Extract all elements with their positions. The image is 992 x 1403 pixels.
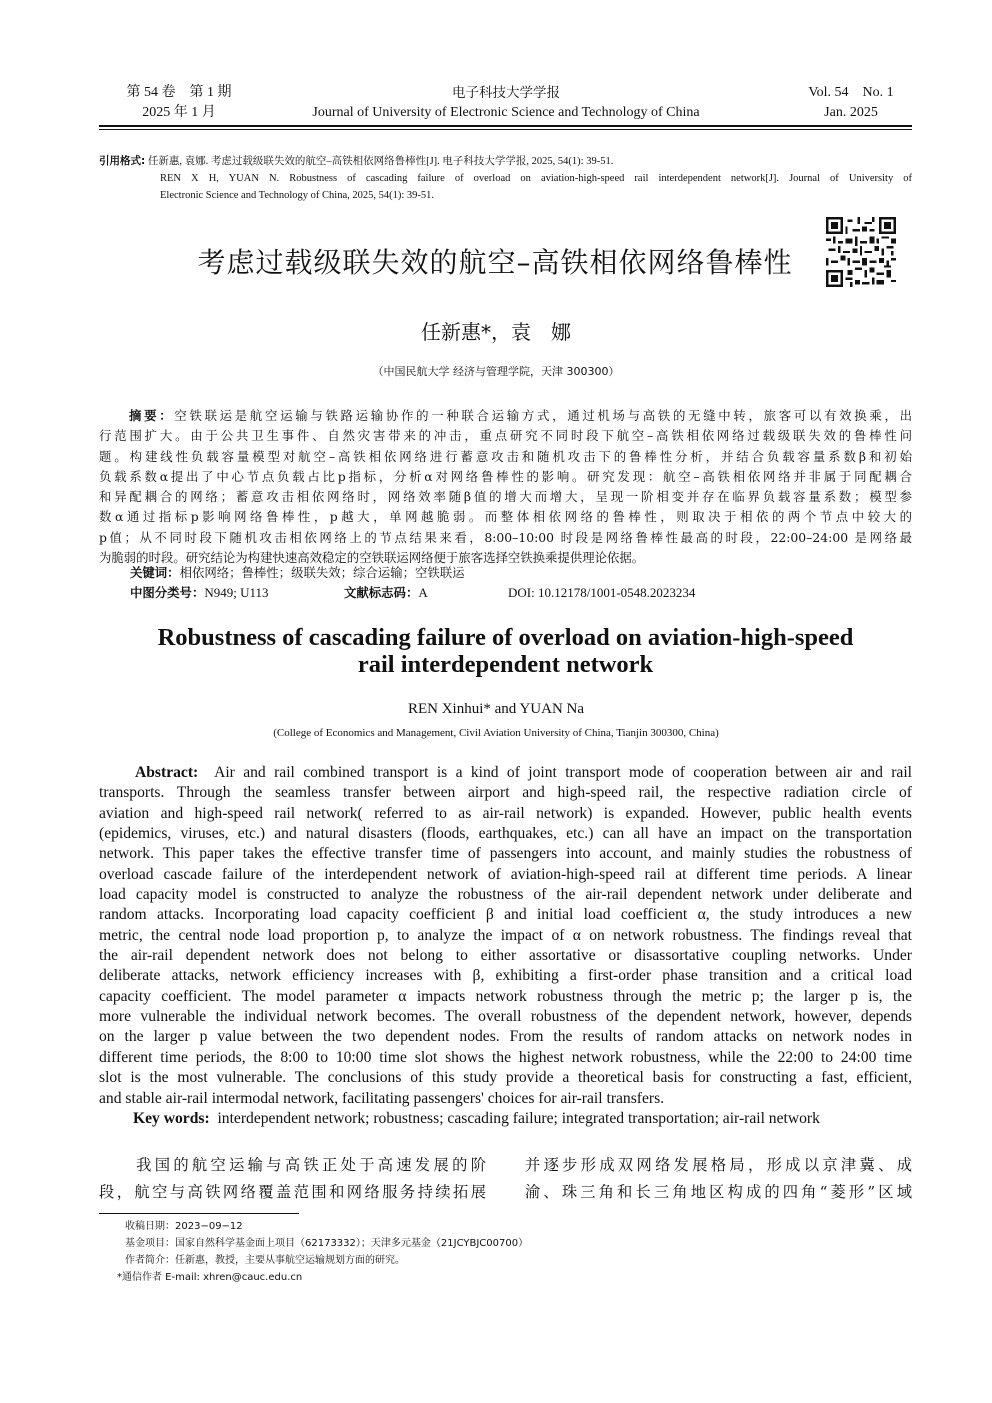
keywords-cn-label: 关键词： [130,565,180,580]
issue-date: 2025 年 1 月 [142,105,216,120]
abstract-en-line: aviation and high-speed rail network( referred to as air-rail network) is expanded. However, public health events [99,804,912,822]
affiliation-cn: （中国民航大学 经济与管理学院，天津 300300） [372,365,620,378]
body-line: 并逐步形成双网络发展格局，形成以京津冀、成 [525,1156,912,1174]
clc-number: 中图分类号：N949; U113 [130,585,269,600]
abstract-cn [99,406,912,568]
journal-name-en: Journal of University of Electronic Science and Technology of China [312,105,700,120]
abstract-cn-line: p值；从不同时段下随机攻击相依网络上的节点结果来看，8:00–10:00 时段是网络鲁棒性最高的时段，22:00–24:00 是网络最 [99,529,912,545]
citation-label: 引用格式: [99,155,146,167]
citation-en-line1: REN X H, YUAN N. Robustness of cascading failure of overload on aviation-high-speed rail interdependent network[J]. Journal of University of [160,173,912,184]
body-column-left [99,1152,486,1206]
abstract-cn-line: 数α通过指标p影响网络鲁棒性，p越大，单网越脆弱。而整体相依网络的鲁棒性，则取决于相依的两个节点中较大的 [99,509,912,525]
abstract-en-line: on the larger p value between the two dependent nodes. From the results of random attacks on network nodes in [99,1028,912,1046]
qr-code-icon [826,217,896,287]
title-cn: 考虑过载级联失效的航空–高铁相依网络鲁棒性 [197,246,793,279]
body-column-right [525,1152,912,1206]
abstract-en-line: overload cascade failure of the interdependent network of aviation-high-speed rail at different time periods. A linear [99,865,912,883]
volume-number-en: Vol. 54 No. 1 [808,85,894,100]
affiliation-en: (College of Economics and Management, Civil Aviation University of China, Tianjin 300300, China) [273,727,719,739]
citation-cn: 任新惠, 袁娜. 考虑过载级联失效的航空–高铁相依网络鲁棒性[J]. 电子科技大学学报, 2025, 54(1): 39-51. [147,156,614,167]
funding: 基金项目：国家自然科学基金面上项目（62173332）；天津多元基金（21JCYBJC00700） [125,1238,529,1249]
clc-label: 中图分类号： [130,585,205,600]
abstract-en-line: and stable air-rail intermodal network, facilitating passengers' choices for air-rail transfers. [99,1089,665,1107]
title-en-line1: Robustness of cascading failure of overload on aviation-high-speed [157,624,854,651]
doc-code-label: 文献标志码： [344,585,419,600]
title-en-line2: rail interdependent network [357,651,654,678]
abstract-en-line: deliberate attacks, network efficiency increases with β, exhibiting a first-order phase transition and a critical load [99,967,912,985]
abstract-en-line: Abstract: Air and rail combined transport is a kind of joint transport mode of cooperation between air and rail [135,764,912,781]
abstract-en-label: Abstract: [135,764,199,781]
date-en: Jan. 2025 [824,105,878,120]
volume-issue: 第 54 卷 第 1 期 [126,85,232,100]
citation-en-line2: Electronic Science and Technology of China, 2025, 54(1): 39-51. [160,190,435,201]
header-rule-thick [99,125,912,127]
keywords-en-label: Key words: [133,1110,210,1127]
title-en [99,624,912,678]
abstract-cn-line: 负载系数α提出了中心节点负载占比p指标，分析α对网络鲁棒性的影响。研究发现：航空–高铁相依网络并非属于同配耦合 [99,468,912,484]
citation-cn-line [99,153,912,170]
keywords-cn [130,563,465,583]
abstract-cn-label: 摘要： [129,408,175,423]
keywords-en-text: interdependent network; robustness; cascading failure; integrated transportation; air-rail network [217,1110,820,1127]
abstract-en-line: capacity coefficient. The model parameter α impacts network robustness through the metric p; the larger p is, the [99,987,912,1005]
abstract-en-line: transports. Through the seamless transfer between airport and high-speed rail, the respective radiation circle of [99,784,912,802]
abstract-en-line: network. This paper takes the effective transfer time of passengers into account, and mainly studies the robustness of [99,845,912,863]
citation-block [99,153,912,204]
abstract-cn-line: 题。构建线性负载容量模型对航空–高铁相依网络进行蓄意攻击和随机攻击下的鲁棒性分析，并结合负载容量系数β和初始 [99,448,912,464]
abstract-en-line: metric, the central node load proportion p, to analyze the impact of α on network robustness. The findings reveal that [99,926,912,944]
abstract-cn-line: 行范围扩大。由于公共卫生事件、自然灾害带来的冲击，重点研究不同时段下航空–高铁相依网络过载级联失效的鲁棒性问 [99,428,912,444]
abstract-en-line: load capacity model is constructed to analyze the robustness of the air-rail dependent network under deliberate and [99,886,912,904]
abstract-en-line: more vulnerable the individual network becomes. The overall robustness of the dependent network, however, depends [99,1008,912,1026]
body-line: 段，航空与高铁网络覆盖范围和网络服务持续拓展 [99,1183,486,1201]
abstract-cn-line: 为脆弱的时段。研究结论为构建快速高效稳定的空铁联运网络便于旅客选择空铁换乘提供理论依据。 [99,550,645,566]
journal-name-cn: 电子科技大学学报 [452,85,560,101]
abstract-cn-line: 和异配耦合的网络；蓄意攻击相依网络时，网络效率随β值的增大而增大，呈现一阶相变并存在临界负载容量系数；模型参 [99,489,912,505]
body-line: 我国的航空运输与高铁正处于高速发展的阶 [99,1156,486,1174]
body-line: 渝、珠三角和长三角地区构成的四角“菱形”区域 [525,1183,912,1201]
doi: DOI: 10.12178/1001-0548.2023234 [508,585,696,600]
abstract-en-line: different time periods, the 8:00 to 10:00 time slot shows the highest network robustness, while the 22:00 to 24:00 time [99,1048,912,1066]
abstract-en [99,763,912,1109]
authors-cn: 任新惠*，袁 娜 [421,320,571,344]
keywords-cn-text: 相依网络；鲁棒性；级联失效；综合运输；空铁联运 [179,565,465,580]
keywords-en [133,1109,820,1129]
document-code: 文献标志码：A [344,585,428,600]
abstract-en-line: random attacks. Incorporating load capacity coefficient β and initial load coefficient α, the study introduces a new [99,906,912,924]
authors-en: REN Xinhui* and YUAN Na [407,701,585,717]
abstract-en-line: the air-rail dependent network does not belong to either assortative or disassortative coupling networks. Under [99,947,912,965]
header-rule-thin [99,129,912,130]
received-date: 收稿日期：2023−09−12 [125,1221,243,1232]
footnote-rule [99,1213,299,1214]
corresponding-author: *通信作者 E-mail: xhren@cauc.edu.cn [117,1272,303,1283]
abstract-en-line: (epidemics, viruses, etc.) and natural disasters (floods, earthquakes, etc.) can all have an impact on the transportation [99,825,912,843]
abstract-en-line: slot is the most vulnerable. The conclusions of this study provide a theoretical basis for constructing a fast, efficient, [99,1069,912,1087]
author-bio: 作者简介：任新惠，教授，主要从事航空运输规划方面的研究。 [125,1255,405,1266]
abstract-cn-line: 摘要：空铁联运是航空运输与铁路运输协作的一种联合运输方式，通过机场与高铁的无缝中转，旅客可以有效换乘，出 [129,408,912,423]
